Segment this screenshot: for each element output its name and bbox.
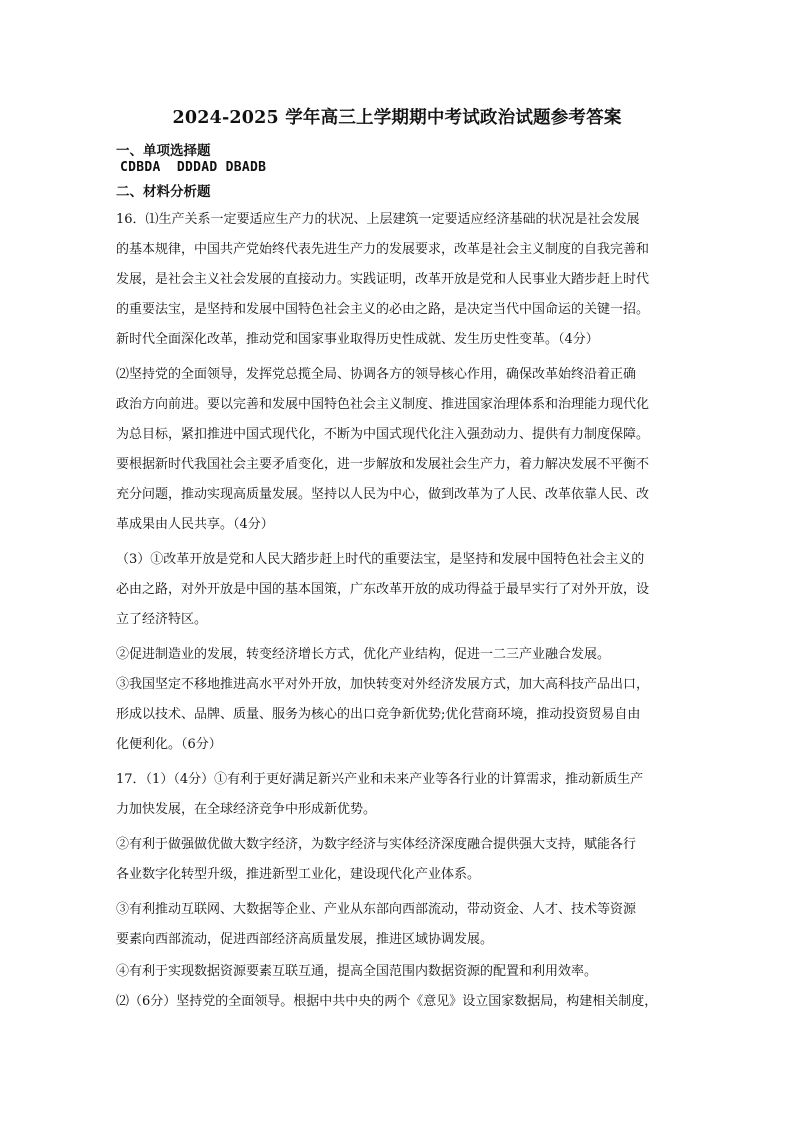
choice-answers: CDBDA DDDAD DBADB [120,160,267,175]
answer-line: ②有利于做强做优做大数字经济，为数字经济与实体经济深度融合提供强大支持，赋能各行 [116,837,637,852]
answer-line: 充分问题，推动实现高质量发展。坚持以人民为中心，做到改革为了人民、改革依靠人民、改 [116,487,650,502]
answer-line: 力加快发展，在全球经济竞争中形成新优势。 [116,802,377,817]
answer-line: 的基本规律，中国共产党始终代表先进生产力的发展要求，改革是社会主义制度的自我完善和 [116,242,650,257]
answer-line: 为总目标，紧扣推进中国式现代化，不断为中国式现代化注入强劲动力、提供有力制度保障。 [116,427,650,442]
document-title: 2024-2025 学年高三上学期期中考试政治试题参考答案 [172,108,622,128]
answer-line: 发展，是社会主义社会发展的直接动力。实践证明，改革开放是党和人民事业大踏步赶上时代 [116,272,650,287]
answer-line: 化便利化。（6分） [116,737,222,752]
answer-line: 政治方向前进。要以完善和发展中国特色社会主义制度、推进国家治理体系和治理能力现代化 [116,397,650,412]
answer-line: 新时代全面深化改革，推动党和国家事业取得历史性成就、发生历史性变革。（4分） [116,332,599,347]
answer-line: 立了经济特区。 [116,612,208,627]
answer-line: 必由之路，对外开放是中国的基本国策，广东改革开放的成功得益于最早实行了对外开放，设 [116,582,650,597]
answer-line: 17．（1）（4分）①有利于更好满足新兴产业和未来产业等各行业的计算需求，推动新质生产 [116,772,644,787]
section1-heading: 一、单项选择题 [116,143,211,159]
answer-line: 各业数字化转型升级，推进新型工业化，建设现代化产业体系。 [116,867,481,882]
answer-line: ③有利推动互联网、大数据等企业、产业从东部向西部流动，带动资金、人才、技术等资源 [116,902,637,917]
answer-line: （3）①改革开放是党和人民大踏步赶上时代的重要法宝，是坚持和发展中国特色社会主义的 [116,552,645,567]
answer-line: ⑵坚持党的全面领导，发挥党总揽全局、协调各方的领导核心作用，确保改革始终沿着正确 [116,367,637,382]
answer-line: ②促进制造业的发展，转变经济增长方式，优化产业结构，促进一二三产业融合发展。 [116,647,611,662]
section2-heading: 二、材料分析题 [116,184,211,200]
answer-line: ④有利于实现数据资源要素互联互通，提高全国范围内数据资源的配置和利用效率。 [116,964,598,979]
answer-line: 革成果由人民共享。（4分） [116,517,274,532]
answer-line: ⑵（6分）坚持党的全面领导。根据中共中央的两个《意见》设立国家数据局，构建相关制度， [116,994,658,1009]
answer-line: 的重要法宝，是坚持和发展中国特色社会主义的必由之路，是决定当代中国命运的关键一招。 [116,302,650,317]
answer-line: 要素向西部流动，促进西部经济高质量发展，推进区域协调发展。 [116,932,494,947]
answer-line: 形成以技术、品牌、质量、服务为核心的出口竞争新优势;优化营商环境，推动投资贸易自由 [116,707,641,722]
answer-line: 16．⑴生产关系一定要适应生产力的状况、上层建筑一定要适应经济基础的状况是社会发展 [116,212,640,227]
answer-line: 要根据新时代我国社会主要矛盾变化，进一步解放和发展社会生产力，着力解决发展不平衡不 [116,457,650,472]
answer-line: ③我国坚定不移地推进高水平对外开放，加快转变对外经济发展方式，加大高科技产品出口， [116,677,650,692]
